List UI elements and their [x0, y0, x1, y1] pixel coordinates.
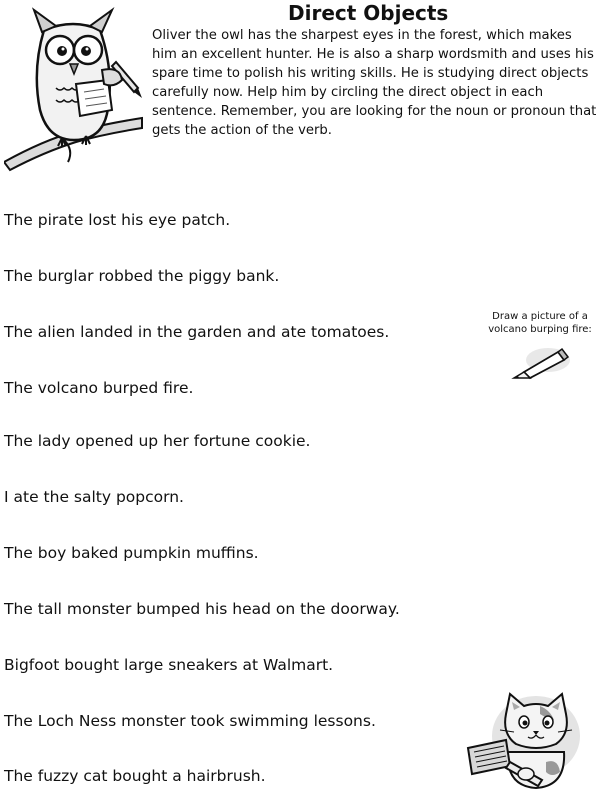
intro-paragraph: Oliver the owl has the sharpest eyes in the forest, which makes him an excellent hunter. He is also a sharp wordsmith and uses his spare time to polish his writing skills. He is studying direct objects carefully now. Help him by circling the direct object in each sentence. Remember, you are looking for the noun or pronoun that gets the action of the verb. — [152, 28, 597, 138]
sentence-6[interactable]: I ate the salty popcorn. — [4, 488, 184, 506]
page-title: Direct Objects — [288, 1, 449, 25]
draw-prompt — [480, 310, 600, 336]
pencil-icon — [508, 346, 572, 380]
sentence-4[interactable]: The volcano burped fire. — [4, 379, 194, 397]
draw-prompt-line-2: volcano burping fire: — [488, 324, 592, 335]
sentence-1[interactable]: The pirate lost his eye patch. — [4, 211, 231, 229]
sentence-7[interactable]: The boy baked pumpkin muffins. — [4, 544, 259, 562]
sentence-8[interactable]: The tall monster bumped his head on the doorway. — [4, 600, 400, 618]
sentence-2[interactable]: The burglar robbed the piggy bank. — [4, 267, 280, 285]
sentence-10[interactable]: The Loch Ness monster took swimming lessons. — [4, 712, 376, 730]
sentence-5[interactable]: The lady opened up her fortune cookie. — [4, 432, 311, 450]
sentence-11[interactable]: The fuzzy cat bought a hairbrush. — [4, 767, 266, 785]
sentence-3[interactable]: The alien landed in the garden and ate tomatoes. — [4, 323, 390, 341]
draw-prompt-line-1: Draw a picture of a — [492, 311, 588, 322]
cat-with-hairbrush-icon — [466, 690, 584, 790]
sentence-9[interactable]: Bigfoot bought large sneakers at Walmart. — [4, 656, 334, 674]
owl-with-pencil-icon — [4, 0, 144, 172]
